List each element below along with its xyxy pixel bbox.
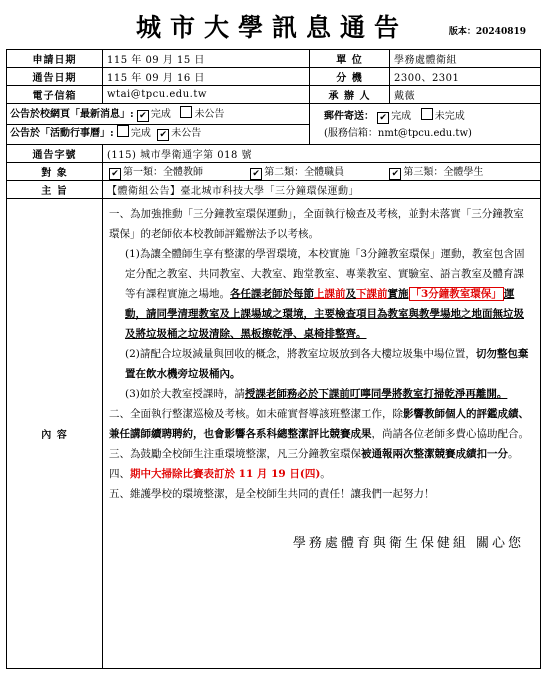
- form-row-docno: [7, 145, 541, 163]
- audience-1-label: 第一類：全體教師: [123, 167, 203, 178]
- handler-label: 承 辦 人: [310, 86, 390, 104]
- content-label: 內 容: [7, 199, 103, 669]
- audience-2-label: 第二類：全體職員: [264, 167, 345, 178]
- audience-3-checkbox[interactable]: ✔: [389, 168, 401, 180]
- form-row-notice-date: [7, 68, 541, 86]
- form-row-email: [7, 86, 541, 104]
- mail-not-label: 未完成: [434, 111, 465, 122]
- footer-signature: 學務處體育與衛生保健組 關心您: [292, 536, 524, 551]
- mail-not-checkbox[interactable]: [421, 108, 433, 120]
- audience-label: 對 象: [7, 163, 103, 181]
- cal-done-checkbox[interactable]: [117, 125, 129, 137]
- version-label: 版本：20240819: [448, 27, 526, 37]
- apply-date-label: 申請日期: [7, 50, 103, 68]
- content-item-5: 五、維護學校的環境整潔，是全校師生共同的責任！讓我們一起努力！: [109, 488, 435, 500]
- mail-service-email: (服務信箱：nmt@tpcu.edu.tw): [324, 128, 472, 139]
- content-item-2: 二、全面執行整潔巡檢及考核。如未確實督導該班整潔工作，除影響教師個人的評鑑成績、兼任講師續聘聘約，也會影響各系科總整潔評比競賽成果，尚請各位老師多費心協助配合。: [109, 408, 529, 440]
- notice-date-value: 115 年 09 月 16 日: [103, 68, 310, 86]
- content-item-1-3: (3)如於大教室授課時，請授課老師務必於下課前叮嚀同學將教室打掃乾淨再離開。: [125, 388, 508, 400]
- content-item-1: 一、為加強推動「三分鐘教室環保運動」，全面執行檢查及考核，並對未落實「三分鐘教室環保」的老師依本校教師評鑑辦法予以考核。: [109, 208, 524, 240]
- unit-label: 單 位: [310, 50, 390, 68]
- apply-date-value: 115 年 09 月 15 日: [103, 50, 310, 68]
- audience-2-checkbox[interactable]: ✔: [250, 168, 262, 180]
- ext-value: 2300、2301: [390, 68, 541, 86]
- web-not-label: 未公告: [194, 109, 225, 120]
- mail-label: 郵件寄送：: [324, 111, 374, 122]
- cal-done-label: 完成: [130, 128, 151, 139]
- notice-title: 城市大學訊息通告: [135, 13, 408, 42]
- content-item-4: 四、期中大掃除比賽表訂於 11 月 19 日(四)。: [109, 468, 331, 480]
- form-row-audience: [7, 163, 541, 181]
- subject-value: 【體衛組公告】臺北城市科技大學「三分鐘環保運動」: [103, 181, 541, 199]
- docno-label: 通告字號: [7, 145, 103, 163]
- cal-not-checkbox[interactable]: ✔: [157, 129, 169, 141]
- ext-label: 分 機: [310, 68, 390, 86]
- notice-date-label: 通告日期: [7, 68, 103, 86]
- content-item-1-1: (1)為讓全體師生享有整潔的學習環境，本校實施「3分鐘教室環保」運動，教室包含固定分配之教室、共同教室、大教室、跑堂教室、專業教室、實驗室、語言教室及體育課等有課程實施之場地。各任課老師於每節上課前及下課前實施 「3分鐘教室環保」 運動，請同學清理教室及上課場域之環境，主要檢查項目為教室與教學場地之地面無垃圾及將垃圾桶之垃圾清除、黑板擦乾淨、桌椅排整齊。: [125, 248, 525, 340]
- email-value: wtai@tpcu.edu.tw: [103, 86, 310, 104]
- docno-value: (115) 城市學衛通字第 018 號: [103, 145, 541, 163]
- subject-label: 主 旨: [7, 181, 103, 199]
- calendar-label: 公告於「活動行事曆」:: [10, 128, 114, 139]
- web-not-checkbox[interactable]: [180, 106, 192, 118]
- web-done-checkbox[interactable]: ✔: [137, 110, 149, 122]
- audience-options: [103, 163, 541, 181]
- content-item-3: 三、為鼓勵全校師生注重環境整潔，凡三分鐘教室環保被通報兩次整潔競賽成績扣一分。: [109, 448, 519, 460]
- mail-done-label: 完成: [391, 111, 412, 122]
- email-label: 電子信箱: [7, 86, 103, 104]
- web-notice-label: 公告於校網頁「最新消息」:: [10, 109, 134, 120]
- audience-1-checkbox[interactable]: ✔: [109, 168, 121, 180]
- form-row-content: [7, 199, 541, 669]
- audience-3-label: 第三類：全體學生: [403, 167, 484, 178]
- content-body: [103, 199, 541, 669]
- handler-value: 戴薇: [390, 86, 541, 104]
- cal-not-label: 未公告: [171, 128, 202, 139]
- form-row-subject: [7, 181, 541, 199]
- mail-status-cell: [310, 104, 541, 145]
- form-row-publish: [7, 104, 541, 145]
- form-row-apply: [7, 50, 541, 68]
- content-item-1-2: (2)請配合垃圾減量與回收的概念，將教室垃圾放到各大樓垃圾集中場位置，切勿整包棄置在飲水機旁垃圾桶內。: [125, 348, 529, 380]
- web-done-label: 完成: [150, 109, 171, 120]
- unit-value: 學務處體衛組: [390, 50, 541, 68]
- publish-status-cell: [7, 104, 310, 145]
- mail-done-checkbox[interactable]: ✔: [377, 112, 389, 124]
- notice-form-table: [6, 49, 541, 669]
